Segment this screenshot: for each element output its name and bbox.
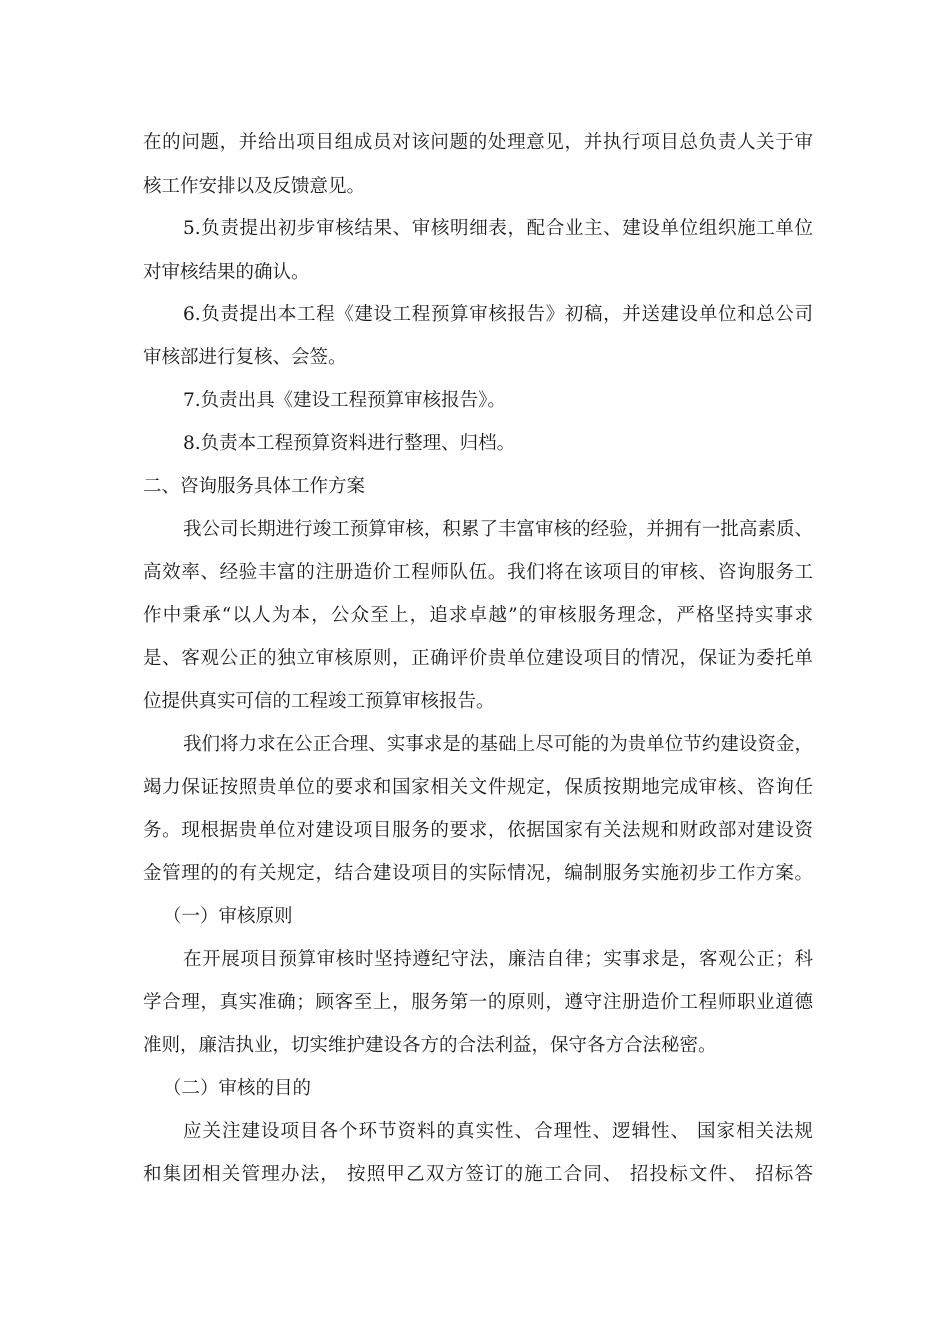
list-item-8: 8.负责本工程预算资料进行整理、归档。	[183, 433, 516, 454]
paragraph-line: 审核部进行复核、会签。	[143, 347, 347, 368]
paragraph-line: 位提供真实可信的工程竣工预算审核报告。	[143, 691, 495, 712]
paragraph-line: 务。现根据贵单位对建设项目服务的要求，依据国家有关法规和财政部对建设资	[143, 820, 813, 841]
paragraph-line: 竭力保证按照贵单位的要求和国家相关文件规定，保质按期地完成审核、咨询任	[143, 777, 813, 798]
paragraph-line: 准则，廉洁执业，切实维护建设各方的合法利益，保守各方合法秘密。	[143, 1035, 717, 1056]
paragraph-line: 我公司长期进行竣工预算审核，积累了丰富审核的经验，并拥有一批高素质、	[183, 519, 813, 540]
paragraph-line: 高效率、经验丰富的注册造价工程师队伍。我们将在该项目的审核、咨询服务工	[143, 562, 813, 583]
subsection-heading: （一）审核原则	[163, 906, 293, 927]
paragraph-line: 我们将力求在公正合理、实事求是的基础上尽可能的为贵单位节约建设资金，	[183, 734, 813, 755]
list-item-6: 6.负责提出本工程《建设工程预算审核报告》初稿，并送建设单位和总公司	[183, 304, 813, 325]
paragraph-line: 核工作安排以及反馈意见。	[143, 176, 366, 197]
paragraph-line: 作中秉承“以人为本，公众至上，追求卓越”的审核服务理念，严格坚持实事求	[143, 605, 813, 626]
section-heading: 二、咨询服务具体工作方案	[143, 476, 366, 497]
paragraph-line: 是、客观公正的独立审核原则，正确评价贵单位建设项目的情况，保证为委托单	[143, 648, 813, 669]
paragraph-line: 应关注建设项目各个环节资料的真实性、合理性、逻辑性、 国家相关法规	[183, 1121, 813, 1142]
paragraph-line: 对审核结果的确认。	[143, 262, 310, 283]
subsection-heading: （二）审核的目的	[163, 1078, 312, 1099]
paragraph-line: 和集团相关管理办法， 按照甲乙双方签订的施工合同、 招投标文件、 招标答	[143, 1164, 813, 1185]
list-item-5: 5.负责提出初步审核结果、审核明细表，配合业主、建设单位组织施工单位	[183, 218, 813, 239]
paragraph-line: 在的问题，并给出项目组成员对该问题的处理意见，并执行项目总负责人关于审	[143, 132, 813, 153]
paragraph-line: 金管理的的有关规定，结合建设项目的实际情况，编制服务实施初步工作方案。	[143, 863, 813, 884]
paragraph-line: 学合理，真实准确；顾客至上，服务第一的原则，遵守注册造价工程师职业道德	[143, 992, 813, 1013]
list-item-7: 7.负责出具《建设工程预算审核报告》。	[183, 390, 506, 411]
paragraph-line: 在开展项目预算审核时坚持遵纪守法，廉洁自律；实事求是，客观公正；科	[183, 949, 813, 970]
